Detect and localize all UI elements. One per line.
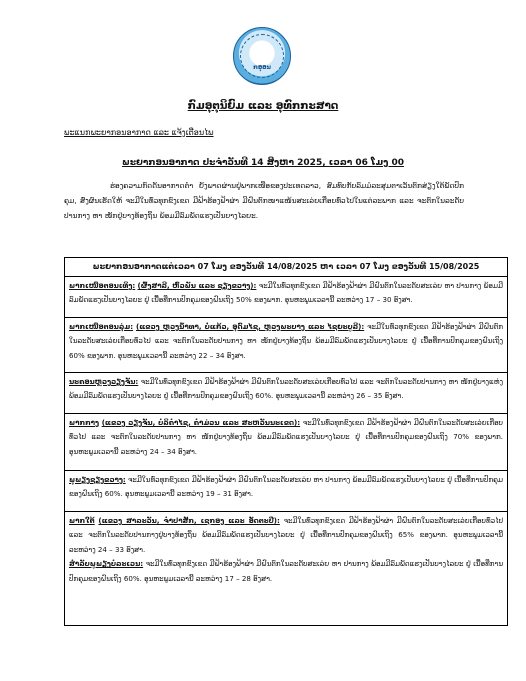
- bulletin-title: ພະຍາກອນອາກາດ ປະຈຳວັນທີ 14 ສິງຫາ 2025, ເວລາ 06 ໂມງ 00: [122, 158, 404, 168]
- region-provinces: (ແຂວງ ວຽງຈັນ, ບໍລິຄຳໄຊ, ຄຳມ່ວນ ແລະ ສະຫວັນນະເຂດ):: [101, 418, 301, 427]
- sub-region-bolaven: [69, 557, 503, 586]
- forecast-row-north-lower: [65, 318, 507, 373]
- region-label: ນະຄອນຫຼວງວຽງຈັນ:: [69, 377, 139, 386]
- region-forecast-text: ຈະມີໃນທົ່ວທຸກຂົງເຂດ ມີຟ້າຮ້ອງຟ້າຜ່າ ມີຝົນຕົກໃນລະດັບສະເລ່ຍ ຫາ ປານກາງ ພ້ອມມີລົມພັດແຮງເປັນບາງໄລຍະ ຢູ່ ເນື້ອທີ່ການປົກຄຸມຂອງຝົນເຖິງ 50% ຂອງພາກ. ອຸນຫະພູມເວລານີ້ ລະຫວ່າງ 17 – 30 ອົງສາ.: [69, 281, 503, 305]
- region-label: ພາກເໜືອຕອນລຸ່ມ:: [69, 322, 134, 331]
- region-forecast-text: ຈະມີໃນທົ່ວທຸກຂົງເຂດ ມີຟ້າຮ້ອງຟ້າຜ່າ ມີຝົນຕົກໃນລະດັບສະເລ່ຍເກືອບທົ່ວໄປ ແລະ ຈະຕົກໃນລະດັບປານກາງ ຫາ ໜັກຢູ່ບາງທ້ອງຖິ່ນ ພ້ອມມີລົມພັດແຮງເປັນບາງໄລຍະ ຢູ່ ເນື້ອທີ່ການປົກຄຸມຂອງຝົນເຖິງ 60% ຂອງພາກ. ອຸນຫະພູມເວລານີ້ ລະຫວ່າງ 22 – 34 ອົງສາ.: [69, 322, 503, 360]
- department-logo: [233, 27, 291, 85]
- region-provinces: (ຜົ້ງສາລີ, ຫົວພັນ ແລະ ຊຽງຂວາງ):: [137, 281, 257, 290]
- region-label: ພາກໃຕ້: [69, 516, 95, 525]
- region-forecast-text: ຈະມີໃນທົ່ວທຸກຂົງເຂດ ມີຟ້າຮ້ອງຟ້າຜ່າ ມີຝົນຕົກໃນລະດັບສະເລ່ຍເກືອບທົ່ວໄປ ແລະ ຈະຕົກໃນລະດັບປານກາງ ຫາ ໜັກຢູ່ບາງທ້ອງຖິ່ນ ພ້ອມມີລົມພັດແຮງເປັນບາງໄລຍະ ຢູ່ ເນື້ອທີ່ການປົກຄຸມຂອງຝົນເຖິງ 70% ຂອງພາກ. ອຸນຫະພູມເວລານີ້ ລະຫວ່າງ 24 – 34 ອົງສາ.: [69, 418, 503, 456]
- forecast-row-north-upper: [65, 277, 507, 318]
- unit-name: ພະແນກພະຍາກອນອາກາດ ແລະ ແຈ້ງເຕືອນໄພ: [64, 128, 214, 137]
- region-label: ພາກກາງ: [69, 418, 100, 427]
- sub-region-label: ສຳລັບພູພຽງບໍລະເວນ:: [69, 559, 144, 569]
- forecast-table: [64, 257, 508, 626]
- forecast-row-central: [65, 414, 507, 471]
- synopsis-paragraph: ຮ່ອງຄວາມກົດດັນອາກາດຕ່ຳ ຍັງພາດຜ່ານຢູ່ພາກເໜືອຂອງປະເທດລາວ, ສົມທົບກັບລົມມໍລະສຸມຕາເວັນຕົກສ່ຽງໃຕ້ພັດປົກຄຸມ, ສົ່ງຜົນເຮັດໃຫ້ ຈະມີໃນທົ່ວທຸກຂົງເຂດ ມີຟ້າຮ້ອງຟ້າຜ່າ ມີຝົນຕົກໜາແໜ້ນສະເລ່ຍເກືອບທົ່ວໄປໃນແຕ່ລະພາກ ແລະ ຈະຕົກໃນລະດັບປານກາງ ຫາ ໜັກຢູ່ບາງທ້ອງຖິ່ນ ພ້ອມມີລົມພັດແຮງເປັນບາງໄລຍະ.: [64, 181, 464, 220]
- region-forecast-text: ຈະມີໃນທົ່ວທຸກຂົງເຂດ ມີຟ້າຮ້ອງຟ້າຜ່າ ມີຝົນຕົກໃນລະດັບສະເລ່ຍເກືອບທົ່ວໄປ ແລະ ຈະຕົກໃນລະດັບປານກາງ ຫາ ໜັກຢູ່ບາງແຫ່ງ ພ້ອມມີລົມພັດແຮງເປັນບາງໄລຍະ ຢູ່ ເນື້ອທີ່ການປົກຄຸມຂອງຝົນເຖິງ 60%. ອຸນຫະພູມເວລານີ້ ລະຫວ່າງ 26 – 35 ອົງສາ.: [69, 377, 504, 401]
- region-provinces: (ແຂວງ ຫຼວງນ້ຳທາ, ບໍ່ແກ້ວ, ອຸດົມໄຊ, ຫຼວງພະບາງ ແລະ ໄຊຍະບູລີ):: [135, 322, 365, 331]
- forecast-period-header: ພະຍາກອນອາກາດແຕ່ເວລາ 07 ໂມງ ຂອງວັນທີ 14/08/2025 ຫາ ເວລາ 07 ໂມງ ຂອງວັນທີ 15/08/2025: [65, 258, 507, 277]
- logo-caption: ກອຸອນ: [253, 64, 271, 71]
- region-forecast-text: ຈະມີໃນທົ່ວທຸກຂົງເຂດ ມີຟ້າຮ້ອງຟ້າຜ່າ ມີຝົນຕົກໃນລະດັບສະເລ່ຍ ຫາ ປານກາງ ພ້ອມມີລົມພັດແຮງເປັນບາງໄລຍະ ຢູ່ ເນື້ອທີ່ການປົກຄຸມຂອງຝົນເຖິງ 60%. ອຸນຫະພູມເວລານີ້ ລະຫວ່າງ 19 – 31 ອົງສາ.: [69, 475, 503, 499]
- region-provinces: (ແຂວງ ສາລະວັນ, ຈຳປາສັກ, ເຊກອງ ແລະ ອັດຕະປື):: [98, 516, 280, 525]
- logo-ring: [240, 34, 284, 78]
- agency-name: ກົມອຸຕຸນິຍົມ ແລະ ອຸທົກກະສາດ: [187, 100, 339, 112]
- region-forecast-text: ຈະມີໃນທົ່ວທຸກຂົງເຂດ ມີຟ້າຮ້ອງຟ້າຜ່າ ມີຝົນຕົກໃນລະດັບສະເລ່ຍເກືອບທົ່ວໄປ ແລະ ຈະຕົກໃນລະດັບປານກາງຢູ່ບາງທ້ອງຖິ່ນ ພ້ອມມີລົມພັດແຮງເປັນບາງໄລຍະ ຢູ່ ເນື້ອທີ່ການປົກຄຸມຂອງຝົນເຖິງ 65% ຂອງພາກ. ອຸນຫະພູມເວລານີ້ ລະຫວ່າງ 24 – 33 ອົງສາ.: [69, 516, 503, 554]
- region-label: ພາກເໜືອຕອນເທິງ:: [69, 281, 136, 290]
- sub-region-forecast-text: ຈະມີໃນທົ່ວທຸກຂົງເຂດ ມີຟ້າຮ້ອງຟ້າຜ່າ ມີຝົນຕົກໃນລະດັບສະເລ່ຍ ຫາ ປານກາງ ພ້ອມມີລົມພັດແຮງເປັນບາງໄລຍະ ຢູ່ ເນື້ອທີ່ການປົກຄຸມຂອງຝົນເຖິງ 60%. ອຸນຫະພູມເວລານີ້ ລະຫວ່າງ 17 – 28 ອົງສາ.: [69, 559, 503, 583]
- region-label: ພູພຽງຊຽງຂວາງ:: [69, 475, 126, 484]
- forecast-row-south: [65, 512, 507, 624]
- forecast-row-xiengkhouang-plateau: [65, 471, 507, 512]
- forecast-row-vientiane-capital: [65, 373, 507, 414]
